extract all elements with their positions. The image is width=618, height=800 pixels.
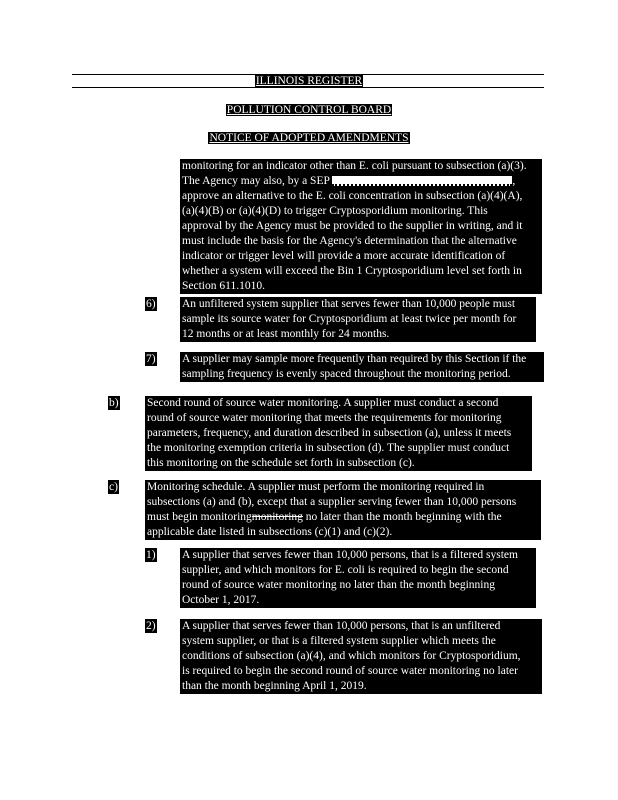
item-c1-text: A supplier that serves fewer than 10,000 persons, that is a filtered system supplier, and which monitors for E. coli is required to begin the second round of source water monitoring no later than the month beginning October 1, 2017. — [180, 548, 536, 608]
item-c-line: Monitoring schedule. A supplier must perform the monitoring required in — [147, 481, 485, 493]
para-line: indicator or trigger level will provide a more accurate identification of — [182, 250, 506, 262]
item-7-marker: 7) — [146, 353, 156, 365]
para-line: (a)(4)(B) or (a)(4)(D) to trigger Cryptosporidium monitoring. This — [182, 205, 488, 217]
board-title-text: POLLUTION CONTROL BOARD — [226, 104, 392, 116]
notice-title — [0, 131, 618, 145]
paragraph-continuation — [180, 159, 542, 294]
para-line: Section 611.1010. — [182, 280, 265, 292]
item-b-marker: b) — [109, 397, 119, 409]
item-7-text: A supplier may sample more frequently than required by this Section if the sampling frequency is evenly spaced throughout the monitoring period. — [180, 352, 544, 382]
item-c-text — [145, 480, 541, 540]
item-6-text: An unfiltered system supplier that serves fewer than 10,000 people must sample its source water for Cryptosporidium at least twice per month for 12 months or at least monthly for 24 months. — [180, 297, 536, 342]
item-b-text: Second round of source water monitoring. A supplier must conduct a second round of source water monitoring that meets the requirements for monitoring parameters, frequency, and duration described in subsection (a), unless it meets the monitoring exemption criteria in subsection (d). The supplier must conduct this monitoring on the schedule set forth in subsection (c). — [145, 396, 532, 471]
para-line: approve an alternative to the E. coli concentration in subsection (a)(4)(A), — [182, 190, 523, 202]
item-c-line-amended — [147, 510, 539, 525]
notice-title-text: NOTICE OF ADOPTED AMENDMENTS — [209, 132, 409, 144]
item-c-line: subsections (a) and (b), except that a supplier serving fewer than 10,000 persons — [147, 496, 517, 508]
para-line: monitoring for an indicator other than E. coli pursuant to subsection (a)(3). — [182, 160, 527, 172]
para-line-text: The Agency may also, by a SEP — [182, 175, 330, 187]
item-c2-text: A supplier that serves fewer than 10,000 persons, that is an unfiltered system supplier, or that is a filtered system supplier which meets the conditions of subsection (a)(4), and which monitors for Cryptosporidium, is required to begin the second round of source water monitoring no later than the month beginning April 1, 2019. — [180, 619, 542, 694]
deleted-text: monitoring — [251, 511, 303, 523]
register-title-text: ILLINOIS REGISTER — [255, 75, 363, 87]
item-c-marker: c) — [109, 481, 118, 493]
redaction-mark — [332, 176, 512, 186]
para-line-redacted: The Agency may also, by a SEP , — [182, 175, 516, 187]
item-c1-marker: 1) — [146, 549, 156, 561]
para-line: approval by the Agency must be provided to the supplier in writing, and it — [182, 220, 523, 232]
item-c-line-text: no later than the month beginning with the — [302, 511, 502, 523]
item-c-line: applicable date listed in subsections (c)(1) and (c)(2). — [147, 526, 393, 538]
item-6-marker: 6) — [146, 298, 156, 310]
item-c2-marker: 2) — [146, 620, 156, 632]
para-line: whether a system will exceed the Bin 1 Cryptosporidium level set forth in — [182, 265, 522, 277]
para-line: must include the basis for the Agency's determination that the alternative — [182, 235, 517, 247]
register-title — [0, 74, 618, 88]
inserted-text: must begin monitoring — [147, 511, 252, 523]
board-title — [0, 103, 618, 117]
